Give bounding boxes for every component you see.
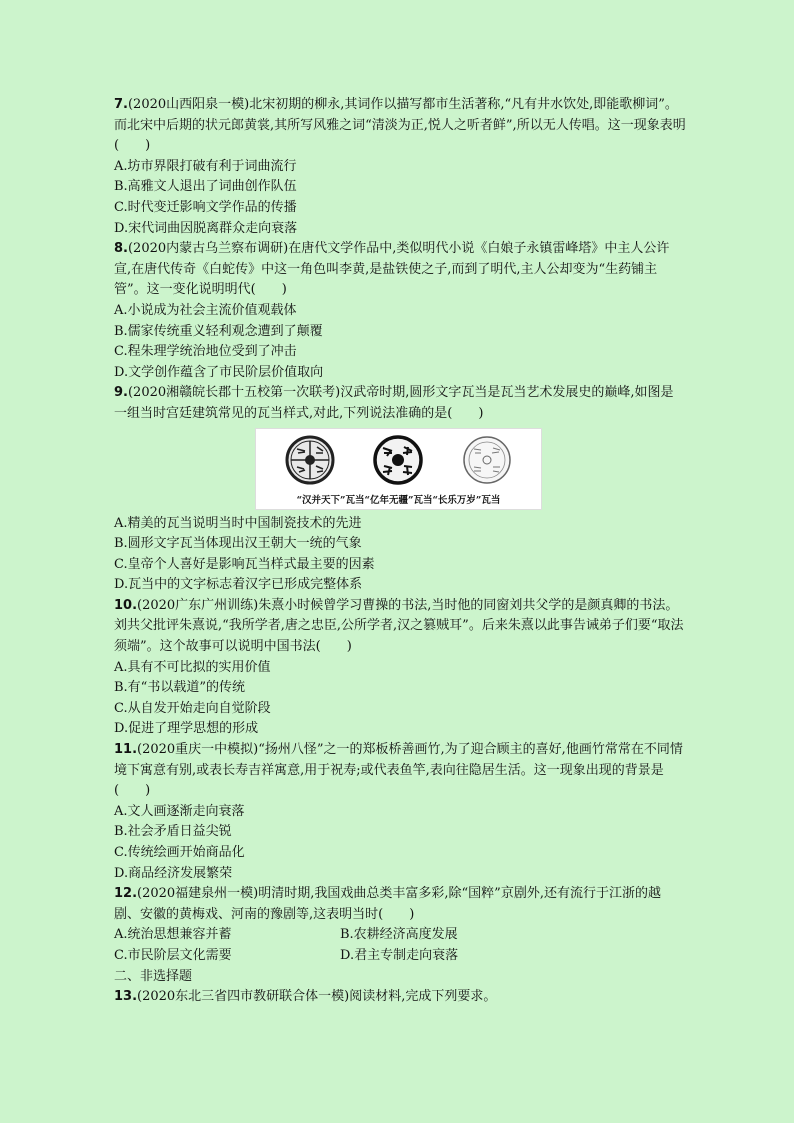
option-d: D.宋代词曲因脱离群众走向衰落 xyxy=(114,220,298,236)
option-a: A.小说成为社会主流价值观载体 xyxy=(114,302,297,318)
question-stem: (2020东北三省四市教研联合体一模)阅读材料,完成下列要求。 xyxy=(137,989,497,1005)
question-stem: (2020福建泉州一模)明清时期,我国戏曲总类丰富多彩,除“国粹”京剧外,还有流行于江浙的越剧、安徽的黄梅戏、河南的豫剧等,这表明当时( ) xyxy=(114,886,661,922)
option-b: B.社会矛盾日益尖锐 xyxy=(114,824,232,840)
question-stem: (2020内蒙古乌兰察布调研)在唐代文学作品中,类似明代小说《白娘子永镇雷峰塔》中主人公许宣,在唐代传奇《白蛇传》中这一角色叫李黄,是盐铁使之子,而到了明代,主人公却变为“生药铺主管”。这一变化说明明代( ) xyxy=(114,241,670,298)
question-11 xyxy=(114,740,686,884)
question-number: 11. xyxy=(114,742,138,758)
question-content xyxy=(114,95,686,1008)
option-b: B.儒家传统重义轻利观念遭到了颠覆 xyxy=(114,323,323,339)
tile-end-image-2 xyxy=(373,435,423,485)
tile-ends-figure xyxy=(255,428,542,510)
question-number: 13. xyxy=(114,989,138,1005)
option-b: B.高雅文人退出了词曲创作队伍 xyxy=(114,179,297,195)
option-d: D.文学创作蕴含了市民阶层价值取向 xyxy=(114,364,324,380)
question-number: 10. xyxy=(114,597,138,613)
question-stem: (2020湘赣皖长郡十五校第一次联考)汉武帝时期,圆形文字瓦当是瓦当艺术发展史的巅峰,如图是一组当时宫廷建筑常见的瓦当样式,对此,下列说法准确的是( ) xyxy=(114,385,674,421)
option-c: C.皇帝个人喜好是影响瓦当样式最主要的因素 xyxy=(114,556,375,572)
option-c: C.程朱理学统治地位受到了冲击 xyxy=(114,344,297,360)
question-13 xyxy=(114,987,686,1008)
option-a: A.统治思想兼容并蓄 xyxy=(114,927,232,943)
option-a: A.坊市界限打破有利于词曲流行 xyxy=(114,158,297,174)
question-number: 12. xyxy=(114,886,138,902)
option-d: D.促进了理学思想的形成 xyxy=(114,721,259,737)
question-8 xyxy=(114,239,686,383)
tile-end-image-3 xyxy=(462,435,512,485)
question-9 xyxy=(114,383,686,596)
option-b: B.农耕经济高度发展 xyxy=(340,927,458,943)
option-d: D.君主专制走向衰落 xyxy=(340,947,459,963)
option-c: C.从自发开始走向自觉阶段 xyxy=(114,700,271,716)
section-title: 二、非选择题 xyxy=(114,968,193,984)
question-number: 9. xyxy=(114,385,128,401)
option-a: A.精美的瓦当说明当时中国制瓷技术的先进 xyxy=(114,515,362,531)
option-a: A.文人画逐渐走向衰落 xyxy=(114,803,245,819)
question-number: 7. xyxy=(114,97,128,112)
figure-caption: “汉并天下”瓦当“亿年无疆”瓦当“长乐万岁”瓦当 xyxy=(296,494,501,506)
question-stem: (2020山西阳泉一模)北宋初期的柳永,其词作以描写都市生活著称,“凡有井水饮处,即能歌柳词”。而北宋中后期的状元郎黄裳,其所写风雅之词“清淡为正,悦人之听者鲜”,所以无人传唱。这一现象表明( ) xyxy=(114,97,686,154)
option-c: C.时代变迁影响文学作品的传播 xyxy=(114,199,297,215)
question-stem: (2020广东广州训练)朱熹小时候曾学习曹操的书法,当时他的同窗刘共父学的是颜真卿的书法。刘共父批评朱熹说,“我所学者,唐之忠臣,公所学者,汉之篡贼耳”。后来朱熹以此事告诫弟子们要“取法须端”。这个故事可以说明中国书法( ) xyxy=(114,597,684,655)
option-d: D.瓦当中的文字标志着汉字已形成完整体系 xyxy=(114,577,363,593)
option-d: D.商品经济发展繁荣 xyxy=(114,865,233,881)
option-b: B.有“书以载道”的传统 xyxy=(114,680,245,696)
question-stem: (2020重庆一中模拟)“扬州八怪”之一的郑板桥善画竹,为了迎合顾主的喜好,他画竹常常在不同情境下寓意有别,或表长寿吉祥寓意,用于祝寿;或代表鱼竿,表向往隐居生活。这一现象出现的背景是( ) xyxy=(114,742,683,799)
option-a: A.具有不可比拟的实用价值 xyxy=(114,659,271,675)
question-12 xyxy=(114,884,686,966)
question-7 xyxy=(114,95,686,239)
question-10 xyxy=(114,596,686,740)
option-c: C.市民阶层文化需要 xyxy=(114,947,232,963)
question-number: 8. xyxy=(114,241,128,257)
option-c: C.传统绘画开始商品化 xyxy=(114,845,245,860)
tile-end-image-1 xyxy=(285,435,335,485)
option-b: B.圆形文字瓦当体现出汉王朝大一统的气象 xyxy=(114,536,362,552)
